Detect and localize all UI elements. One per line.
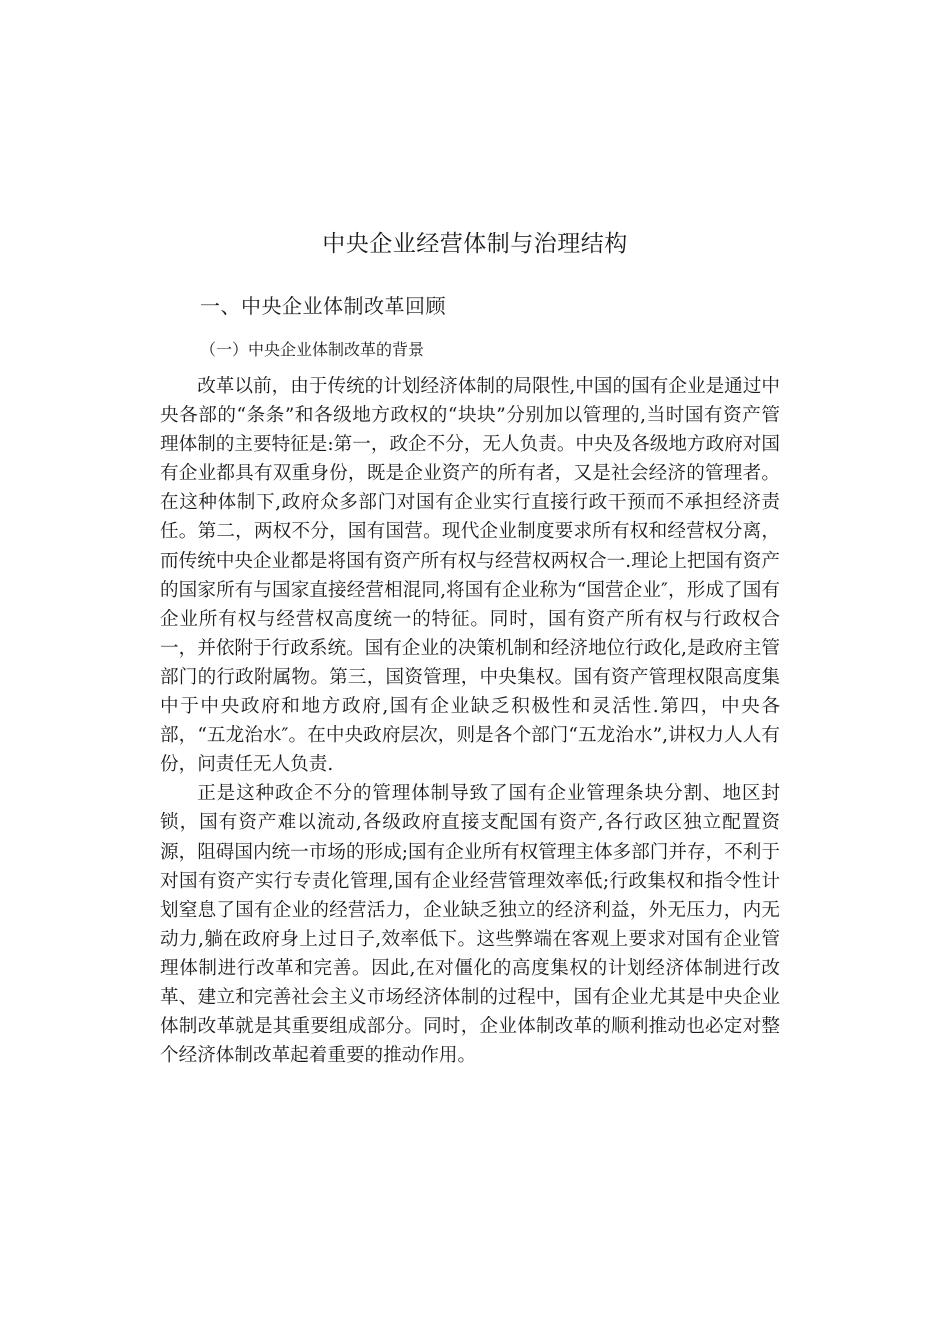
section-heading: 一、中央企业体制改革回顾 [200,294,446,318]
paragraph: 正是这种政企不分的管理体制导致了国有企业管理条块分割、地区封锁，国有资产难以流动,各级政府直接支配国有资产,各行政区独立配置资源，阻碍国内统一市场的形成;国有企业所有权管理主体多部门并存，不利于对国有资产实行专责化管理,国有企业经营管理效率低;行政集权和指令性计划窒息了国有企业的经营活力，企业缺乏独立的经济利益，外无压力，内无动力,躺在政府身上过日子,效率低下。这些弊端在客观上要求对国有企业管理体制进行改革和完善。因此,在对僵化的高度集权的计划经济体制进行改革、建立和完善社会主义市场经济体制的过程中，国有企业尤其是中央企业体制改革就是其重要组成部分。同时，企业体制改革的顺利推动也必定对整个经济体制改革起着重要的推动作用。 [160,783,780,1067]
paragraph: 改革以前，由于传统的计划经济体制的局限性,中国的国有企业是通过中央各部的“条条”和各级地方政权的“块块”分别加以管理的,当时国有资产管理体制的主要特征是:第一，政企不分，无人负责。中央及各级地方政府对国有企业都具有双重身份，既是企业资产的所有者，又是社会经济的管理者。在这种体制下,政府众多部门对国有企业实行直接行政干预而不承担经济责任。第二，两权不分，国有国营。现代企业制度要求所有权和经营权分离，而传统中央企业都是将国有资产所有权与经营权两权合一.理论上把国有资产的国家所有与国家直接经营相混同,将国有企业称为“国营企业″，形成了国有企业所有权与经营权高度统一的特征。同时，国有资产所有权与行政权合一，并依附于行政系统。国有企业的决策机制和经济地位行政化,是政府主管部门的行政附属物。第三，国资管理，中央集权。国有资产管理权限高度集中于中央政府和地方政府,国有企业缺乏积极性和灵活性.第四，中央各部，“五龙治水″。在中央政府层次，则是各个部门“五龙治水”,讲权力人人有份，问责任无人负责. [160,376,780,776]
document-title: 中央企业经营体制与治理结构 [322,231,628,257]
subsection-heading: （一）中央企业体制改革的背景 [200,340,425,359]
body-text [160,372,780,1070]
